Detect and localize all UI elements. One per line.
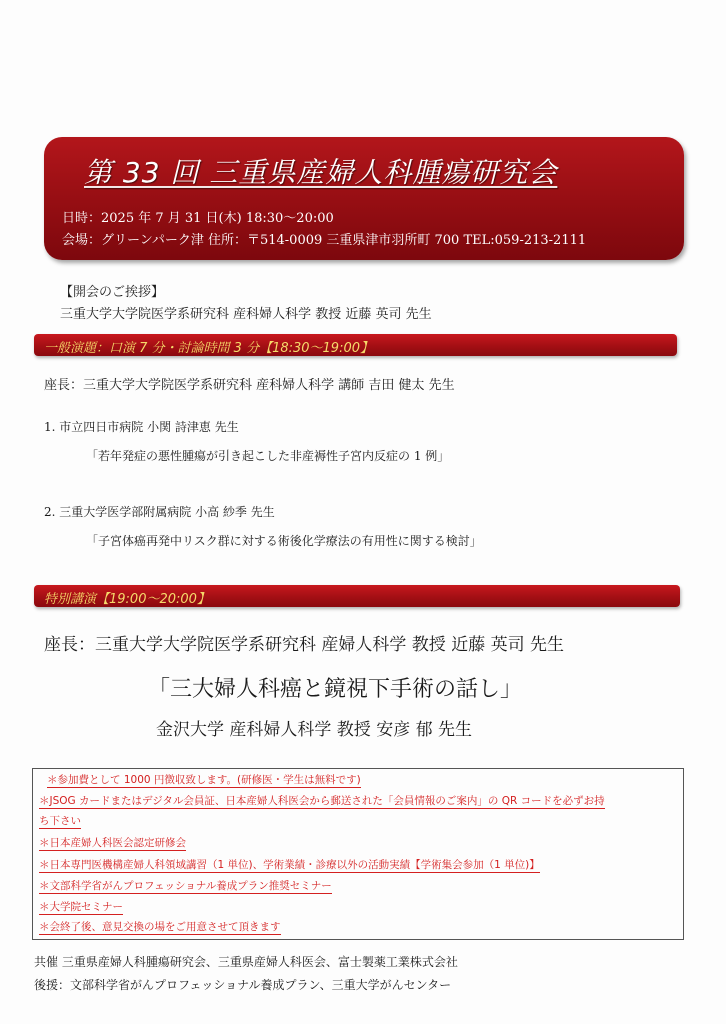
notice-mext: ＊文部科学省がんプロフェッショナル養成プラン推奨セミナー [39, 880, 332, 892]
notice-fee: ＊参加費として 1000 円徴収致します。(研修医・学生は無料です) [47, 774, 361, 786]
notice-box [32, 768, 684, 940]
notice-exchange: ＊会終了後、意見交換の場をご用意させて頂きます [39, 921, 281, 933]
title-banner [44, 137, 684, 260]
special-lecturer: 金沢大学 産科婦人科学 教授 安彦 郁 先生 [156, 720, 473, 740]
talk-1-title: 「若年発症の悪性腫瘍が引き起こした非産褥性子宮内反症の 1 例」 [86, 449, 450, 463]
notice-card: ＊JSOG カードまたはデジタル会員証、日本産婦人科医会から郵送された「会員情報のご案内」の QR コードを必ずお持 [39, 795, 605, 807]
opening-speaker: 三重大学大学院医学系研究科 産科婦人科学 教授 近藤 英司 先生 [60, 307, 432, 322]
notice-graduate: ＊大学院セミナー [39, 901, 123, 913]
special-section-label: 特別講演【19:00〜20:00】 [44, 592, 210, 607]
general-section-label: 一般演題：口演 7 分・討論時間 3 分【18:30〜19:00】 [44, 341, 373, 356]
event-date: 日時：2025 年 7 月 31 日(木) 18:30〜20:00 [62, 211, 334, 226]
talk-1-presenter: 1. 市立四日市病院 小関 詩津恵 先生 [44, 420, 239, 434]
talk-2-title: 「子宮体癌再発中リスク群に対する術後化学療法の有用性に関する検討」 [86, 534, 482, 548]
general-section-bar [34, 334, 677, 356]
event-title: 第 33 回 三重県産婦人科腫瘍研究会 [84, 156, 558, 189]
notice-certified: ＊日本産婦人科医会認定研修会 [39, 837, 186, 849]
general-chair: 座長：三重大学大学院医学系研究科 産科婦人科学 講師 吉田 健太 先生 [44, 378, 455, 393]
talk-2-presenter: 2. 三重大学医学部附属病院 小高 紗季 先生 [44, 505, 275, 519]
special-chair: 座長：三重大学大学院医学系研究科 産婦人科学 教授 近藤 英司 先生 [44, 635, 565, 655]
support-line: 後援：文部科学省がんプロフェッショナル養成プラン、三重大学がんセンター [34, 978, 452, 992]
special-lecture-title: 「三大婦人科癌と鏡視下手術の話し」 [148, 677, 523, 702]
opening-heading: 【開会のご挨拶】 [60, 285, 165, 300]
event-venue: 会場：グリーンパーク津 住所：〒514-0009 三重県津市羽所町 700 TEL:059-213-2111 [62, 233, 587, 248]
notice-credit: ＊日本専門医機構産婦人科領域講習（1 単位)、学術業績・診療以外の活動実績【学術集会参加（1 単位)】 [39, 859, 540, 871]
notice-card-cont: ち下さい [39, 815, 81, 827]
cohost-line: 共催 三重県産婦人科腫瘍研究会、三重県産婦人科医会、富士製薬工業株式会社 [34, 955, 458, 969]
special-section-bar [34, 585, 680, 607]
